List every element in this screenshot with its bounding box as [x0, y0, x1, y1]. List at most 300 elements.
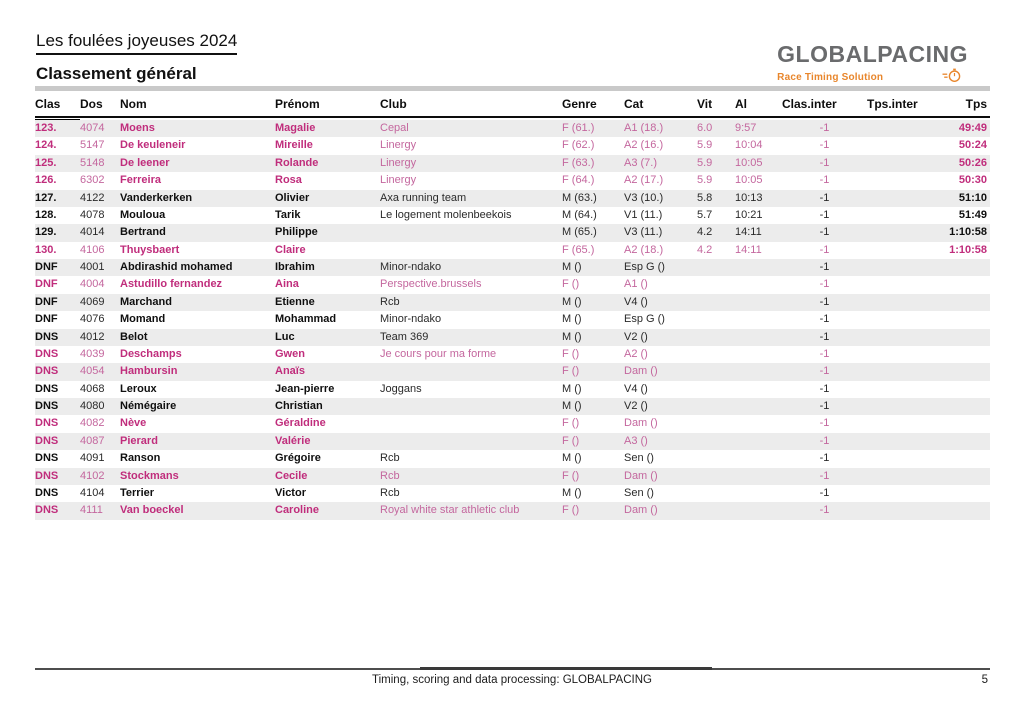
- cell-tps_inter: [867, 155, 945, 172]
- cell-club: Cepal: [380, 122, 409, 134]
- table-row: [35, 381, 990, 398]
- cell-tps_inter: [867, 276, 945, 293]
- cell-club: Rcb: [380, 469, 400, 482]
- cell-dos: 4087: [80, 434, 105, 447]
- cell-tps: [945, 381, 990, 398]
- cell-vit: [697, 294, 735, 311]
- table-row: [35, 433, 990, 450]
- cell-tps_inter: [867, 242, 945, 259]
- table-row: [35, 242, 990, 259]
- cell-cat: A2 (18.): [624, 243, 664, 256]
- cell-genre: F (): [562, 504, 580, 517]
- cell-tps: [945, 259, 990, 276]
- cell-vit: [697, 363, 735, 380]
- cell-club: [380, 363, 562, 380]
- cell-prenom: Mireille: [275, 139, 313, 152]
- cell-prenom: Cecile: [275, 469, 308, 482]
- cell-nom: Deschamps: [120, 347, 182, 360]
- cell-cat: Dam (): [624, 365, 658, 378]
- cell-al: 14:11: [735, 226, 762, 239]
- cell-nom: Pierard: [120, 434, 158, 447]
- cell-clas: DNS: [35, 417, 59, 430]
- cell-vit: [697, 468, 735, 485]
- cell-tps: 49:49: [958, 122, 987, 134]
- cell-cat: V3 (11.): [624, 226, 663, 239]
- cell-tps: [945, 502, 990, 519]
- cell-tps_inter: [867, 433, 945, 450]
- cell-tps: 50:30: [958, 174, 987, 187]
- cell-genre: M (): [562, 486, 582, 499]
- cell-clas_inter: -1: [819, 365, 830, 378]
- cell-dos: 4102: [80, 469, 105, 482]
- table-row: [35, 311, 990, 328]
- cell-tps: [945, 346, 990, 363]
- cell-tps_inter: [867, 190, 945, 207]
- cell-al: 10:04: [735, 139, 763, 152]
- cell-nom: Van boeckel: [120, 504, 184, 517]
- cell-club: Linergy: [380, 156, 417, 169]
- cell-tps: 51:49: [958, 208, 987, 221]
- cell-dos: 4039: [80, 347, 105, 360]
- cell-clas_inter: -1: [819, 400, 830, 412]
- column-header-al: Al: [735, 97, 747, 111]
- cell-prenom: Tarik: [275, 208, 301, 221]
- cell-dos: 4012: [80, 330, 105, 343]
- cell-clas: 130.: [35, 243, 57, 256]
- column-header-vit: Vit: [697, 97, 713, 111]
- cell-clas: DNS: [35, 382, 59, 395]
- cell-club: Linergy: [380, 174, 417, 187]
- event-title: Les foulées joyeuses 2024: [36, 30, 237, 55]
- table-row: [35, 502, 990, 519]
- cell-cat: Esp G (): [624, 261, 665, 273]
- globalpacing-logo: [777, 42, 968, 89]
- cell-prenom: Etienne: [275, 295, 315, 308]
- cell-club: Le logement molenbeekois: [380, 208, 512, 221]
- cell-vit: [697, 415, 735, 432]
- cell-cat: Dam (): [624, 504, 658, 517]
- footer-divider-accent: [420, 667, 712, 670]
- cell-al: [735, 468, 782, 485]
- cell-tps_inter: [867, 207, 945, 224]
- cell-tps: [945, 398, 990, 415]
- table-row: [35, 155, 990, 172]
- table-row: [35, 137, 990, 154]
- cell-al: 10:21: [735, 208, 763, 221]
- cell-prenom: Rolande: [275, 156, 319, 169]
- cell-al: [735, 485, 782, 502]
- cell-nom: Thuysbaert: [120, 243, 180, 256]
- cell-nom: Hambursin: [120, 365, 178, 378]
- cell-prenom: Philippe: [275, 226, 318, 239]
- cell-genre: F (): [562, 365, 580, 378]
- results-table: [35, 86, 990, 520]
- cell-cat: Sen (): [624, 452, 654, 465]
- cell-genre: F (): [562, 347, 580, 360]
- cell-dos: 4122: [80, 191, 105, 204]
- cell-tps_inter: [867, 172, 945, 189]
- cell-cat: A2 (17.): [624, 174, 664, 187]
- cell-tps_inter: [867, 346, 945, 363]
- cell-clas_inter: -1: [819, 417, 830, 430]
- cell-al: [735, 398, 782, 415]
- cell-clas: 126.: [35, 174, 57, 187]
- cell-cat: V2 (): [624, 400, 648, 412]
- cell-vit: [697, 433, 735, 450]
- cell-al: [735, 433, 782, 450]
- cell-tps: [945, 294, 990, 311]
- cell-clas_inter: -1: [819, 278, 830, 291]
- cell-vit: 5.9: [697, 174, 713, 187]
- table-body: [35, 120, 990, 520]
- cell-tps_inter: [867, 485, 945, 502]
- cell-prenom: Victor: [275, 486, 306, 499]
- cell-clas_inter: -1: [819, 330, 830, 343]
- cell-vit: 5.9: [697, 139, 713, 152]
- logo-tagline: Race Timing Solution: [777, 72, 884, 83]
- cell-club: Perspective.brussels: [380, 278, 482, 291]
- cell-al: 10:13: [735, 191, 763, 204]
- cell-clas: 128.: [35, 208, 57, 221]
- cell-clas_inter: -1: [819, 156, 830, 169]
- table-row: [35, 294, 990, 311]
- cell-nom: Terrier: [120, 486, 155, 499]
- cell-club: Rcb: [380, 486, 400, 499]
- cell-tps: 1:10:58: [949, 226, 987, 239]
- cell-genre: F (): [562, 278, 580, 291]
- cell-genre: M (): [562, 313, 582, 326]
- cell-tps_inter: [867, 415, 945, 432]
- cell-clas_inter: -1: [819, 382, 830, 395]
- cell-dos: 4106: [80, 243, 105, 256]
- cell-nom: Marchand: [120, 295, 172, 308]
- cell-tps_inter: [867, 502, 945, 519]
- cell-clas_inter: -1: [819, 122, 830, 134]
- cell-nom: Nève: [120, 417, 147, 430]
- cell-tps_inter: [867, 224, 945, 241]
- footer-credit: Timing, scoring and data processing: GLOBALPACING: [372, 674, 652, 686]
- cell-vit: [697, 346, 735, 363]
- cell-cat: V4 (): [624, 382, 648, 395]
- cell-club: [380, 242, 562, 259]
- cell-cat: A1 (18.): [624, 122, 664, 134]
- cell-genre: F (61.): [562, 122, 595, 134]
- cell-prenom: Caroline: [275, 504, 320, 517]
- cell-club: [380, 433, 562, 450]
- cell-genre: M (): [562, 400, 582, 412]
- cell-genre: F (63.): [562, 156, 595, 169]
- cell-club: Minor-ndako: [380, 261, 442, 273]
- cell-vit: 6.0: [697, 122, 713, 134]
- table-row: [35, 329, 990, 346]
- cell-al: [735, 329, 782, 346]
- cell-nom: Stockmans: [120, 469, 179, 482]
- cell-tps_inter: [867, 363, 945, 380]
- cell-dos: 4076: [80, 313, 105, 326]
- cell-prenom: Anaïs: [275, 365, 305, 378]
- cell-genre: F (62.): [562, 139, 595, 152]
- cell-tps: 50:24: [958, 139, 987, 152]
- cell-tps_inter: [867, 468, 945, 485]
- cell-clas: DNS: [35, 365, 59, 378]
- cell-genre: F (): [562, 434, 580, 447]
- cell-dos: 4054: [80, 365, 105, 378]
- cell-cat: A3 (7.): [624, 156, 658, 169]
- table-row: [35, 224, 990, 241]
- cell-dos: 4082: [80, 417, 105, 430]
- cell-cat: A1 (): [624, 278, 648, 291]
- cell-tps_inter: [867, 381, 945, 398]
- cell-clas: DNF: [35, 261, 58, 273]
- cell-dos: 4074: [80, 122, 105, 134]
- cell-genre: M (): [562, 452, 582, 465]
- cell-cat: V3 (10.): [624, 191, 664, 204]
- cell-clas_inter: -1: [819, 261, 830, 273]
- cell-clas: 123.: [35, 122, 57, 134]
- cell-vit: 4.2: [697, 243, 713, 256]
- cell-genre: M (): [562, 330, 582, 343]
- column-header-dos: Dos: [80, 97, 103, 111]
- cell-cat: Dam (): [624, 469, 658, 482]
- column-header-tps: Tps: [965, 97, 987, 111]
- cell-clas: 129.: [35, 226, 57, 239]
- cell-al: 10:05: [735, 174, 763, 187]
- cell-clas: 124.: [35, 139, 57, 152]
- cell-dos: 4111: [80, 504, 103, 517]
- cell-nom: Mouloua: [120, 208, 166, 221]
- page-titles: [36, 30, 237, 84]
- column-header-nom: Nom: [120, 97, 147, 111]
- cell-genre: F (): [562, 469, 580, 482]
- cell-tps_inter: [867, 120, 945, 137]
- cell-prenom: Aina: [275, 278, 299, 291]
- cell-clas_inter: -1: [819, 347, 830, 360]
- cell-clas_inter: -1: [819, 486, 830, 499]
- cell-al: [735, 311, 782, 328]
- cell-clas_inter: -1: [819, 434, 830, 447]
- cell-club: Linergy: [380, 139, 417, 152]
- cell-cat: Esp G (): [624, 313, 665, 326]
- table-row: [35, 172, 990, 189]
- cell-clas: 127.: [35, 191, 57, 204]
- cell-tps: [945, 311, 990, 328]
- cell-prenom: Valérie: [275, 434, 311, 447]
- cell-tps: [945, 363, 990, 380]
- cell-prenom: Olivier: [275, 191, 310, 204]
- cell-genre: M (63.): [562, 191, 597, 204]
- cell-al: [735, 259, 782, 276]
- cell-prenom: Mohammad: [275, 313, 337, 326]
- cell-vit: 5.7: [697, 208, 713, 221]
- cell-clas_inter: -1: [819, 313, 830, 326]
- cell-genre: M (): [562, 295, 582, 308]
- cell-al: 10:05: [735, 156, 763, 169]
- cell-vit: [697, 502, 735, 519]
- cell-al: 9:57: [735, 122, 757, 134]
- cell-clas: DNF: [35, 313, 58, 326]
- cell-clas: DNS: [35, 486, 59, 499]
- cell-clas: DNS: [35, 469, 59, 482]
- cell-cat: A2 (): [624, 347, 648, 360]
- cell-prenom: Christian: [275, 400, 323, 412]
- cell-nom: Némégaire: [120, 400, 177, 412]
- cell-vit: [697, 329, 735, 346]
- cell-club: [380, 398, 562, 415]
- cell-vit: [697, 398, 735, 415]
- table-row: [35, 259, 990, 276]
- cell-dos: 4014: [80, 226, 105, 239]
- cell-nom: Bertrand: [120, 226, 166, 239]
- table-row: [35, 468, 990, 485]
- cell-clas_inter: -1: [819, 504, 830, 517]
- table-header-row: [35, 91, 990, 118]
- cell-tps: [945, 485, 990, 502]
- table-row: [35, 398, 990, 415]
- cell-dos: 4080: [80, 400, 105, 412]
- cell-clas_inter: -1: [819, 243, 830, 256]
- cell-nom: Abdirashid mohamed: [120, 261, 233, 273]
- cell-prenom: Géraldine: [275, 417, 326, 430]
- cell-nom: Ranson: [120, 452, 161, 465]
- cell-tps: 51:10: [958, 191, 987, 204]
- cell-nom: Momand: [120, 313, 166, 326]
- table-row: [35, 485, 990, 502]
- cell-clas_inter: -1: [819, 191, 830, 204]
- cell-nom: Leroux: [120, 382, 157, 395]
- cell-prenom: Magalie: [275, 122, 316, 134]
- column-header-clas_inter: Clas.inter: [782, 97, 837, 111]
- cell-vit: 4.2: [697, 226, 713, 239]
- cell-clas_inter: -1: [819, 139, 830, 152]
- logo-name: GLOBALPACING: [777, 41, 968, 67]
- column-header-cat: Cat: [624, 97, 644, 111]
- cell-vit: [697, 450, 735, 467]
- cell-nom: Moens: [120, 122, 155, 134]
- cell-prenom: Rosa: [275, 174, 302, 187]
- cell-club: [380, 415, 562, 432]
- cell-tps_inter: [867, 450, 945, 467]
- cell-tps_inter: [867, 398, 945, 415]
- cell-cat: A2 (16.): [624, 139, 664, 152]
- cell-dos: 4069: [80, 295, 105, 308]
- column-header-prenom: Prénom: [275, 97, 320, 111]
- table-row: [35, 346, 990, 363]
- cell-genre: F (65.): [562, 243, 595, 256]
- cell-al: [735, 502, 782, 519]
- cell-al: 14:11: [735, 243, 762, 256]
- cell-prenom: Jean-pierre: [275, 382, 335, 395]
- cell-clas: DNS: [35, 504, 59, 517]
- cell-tps: [945, 450, 990, 467]
- cell-genre: F (64.): [562, 174, 595, 187]
- cell-clas_inter: -1: [819, 174, 830, 187]
- table-row: [35, 276, 990, 293]
- cell-nom: Belot: [120, 330, 148, 343]
- cell-dos: 5147: [80, 139, 105, 152]
- page-title: Classement général: [36, 64, 197, 83]
- page-number: 5: [981, 674, 988, 686]
- cell-tps_inter: [867, 294, 945, 311]
- cell-dos: 6302: [80, 174, 105, 187]
- column-header-club: Club: [380, 97, 407, 111]
- cell-dos: 4091: [80, 452, 105, 465]
- cell-al: [735, 346, 782, 363]
- cell-tps_inter: [867, 311, 945, 328]
- cell-tps_inter: [867, 137, 945, 154]
- table-row: [35, 120, 990, 137]
- column-header-clas: Clas: [35, 97, 61, 111]
- cell-tps: [945, 329, 990, 346]
- cell-tps_inter: [867, 329, 945, 346]
- cell-clas: DNS: [35, 400, 59, 412]
- cell-club: Team 369: [380, 330, 429, 343]
- table-row: [35, 207, 990, 224]
- cell-al: [735, 363, 782, 380]
- cell-clas_inter: -1: [819, 452, 830, 465]
- cell-al: [735, 381, 782, 398]
- cell-cat: V1 (11.): [624, 208, 663, 221]
- cell-vit: [697, 276, 735, 293]
- table-row: [35, 450, 990, 467]
- cell-tps: [945, 433, 990, 450]
- cell-club: [380, 224, 562, 241]
- cell-cat: Sen (): [624, 486, 654, 499]
- cell-club: Axa running team: [380, 191, 467, 204]
- cell-vit: 5.9: [697, 156, 713, 169]
- cell-genre: F (): [562, 417, 580, 430]
- cell-cat: V2 (): [624, 330, 648, 343]
- cell-clas: DNS: [35, 330, 59, 343]
- cell-al: [735, 276, 782, 293]
- cell-club: Je cours pour ma forme: [380, 347, 497, 360]
- cell-clas_inter: -1: [819, 295, 830, 308]
- cell-dos: 5148: [80, 156, 105, 169]
- cell-nom: Astudillo fernandez: [120, 278, 223, 291]
- cell-cat: Dam (): [624, 417, 658, 430]
- cell-clas: DNS: [35, 434, 59, 447]
- cell-tps: 50:26: [958, 156, 987, 169]
- table-row: [35, 415, 990, 432]
- cell-genre: M (): [562, 261, 582, 273]
- cell-club: Royal white star athletic club: [380, 504, 520, 517]
- cell-tps: [945, 468, 990, 485]
- table-row: [35, 363, 990, 380]
- cell-dos: 4078: [80, 208, 105, 221]
- cell-vit: [697, 259, 735, 276]
- cell-vit: [697, 485, 735, 502]
- cell-prenom: Grégoire: [275, 452, 321, 465]
- column-header-tps_inter: Tps.inter: [867, 97, 918, 111]
- cell-tps: 1:10:58: [949, 243, 987, 256]
- cell-dos: 4004: [80, 278, 105, 291]
- cell-clas: DNF: [35, 295, 58, 308]
- cell-al: [735, 415, 782, 432]
- cell-cat: V4 (): [624, 295, 648, 308]
- cell-clas: DNS: [35, 452, 59, 465]
- cell-dos: 4104: [80, 486, 105, 499]
- cell-nom: Vanderkerken: [120, 191, 193, 204]
- cell-prenom: Ibrahim: [275, 261, 315, 273]
- cell-vit: [697, 311, 735, 328]
- cell-nom: De keuleneir: [120, 139, 186, 152]
- cell-prenom: Claire: [275, 243, 306, 256]
- cell-clas_inter: -1: [819, 226, 830, 239]
- cell-prenom: Gwen: [275, 347, 305, 360]
- cell-club: Rcb: [380, 452, 400, 465]
- cell-nom: Ferreira: [120, 174, 161, 187]
- cell-club: Minor-ndako: [380, 313, 442, 326]
- table-row: [35, 190, 990, 207]
